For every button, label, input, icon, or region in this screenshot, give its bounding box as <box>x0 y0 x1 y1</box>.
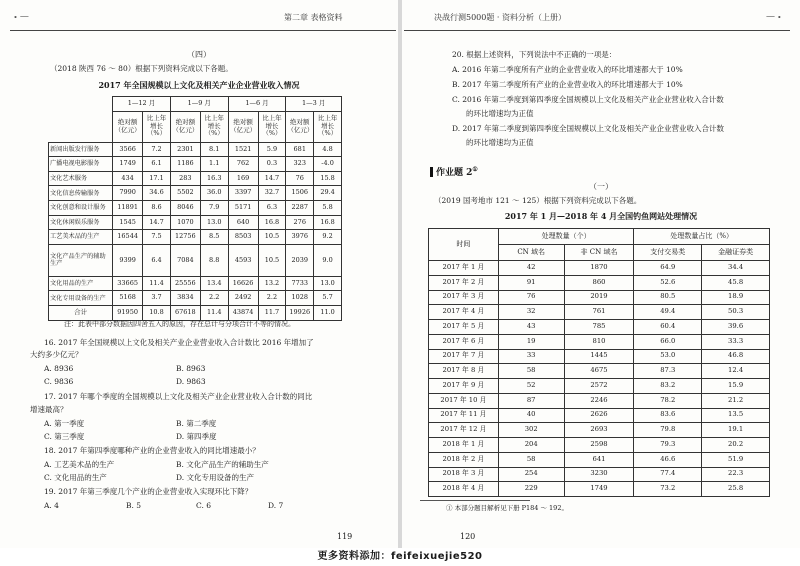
table-cell: 3834 <box>170 291 200 306</box>
question-19: 19. 2017 年第三季度几个产业的企业营业收入实现环比下降？ <box>44 487 253 496</box>
table-cell: 文化休闲娱乐服务 <box>49 215 113 230</box>
table-cell: 2019 <box>564 290 634 305</box>
table-cell: 860 <box>564 275 634 290</box>
table-cell: 1506 <box>286 186 314 201</box>
option: A. 工艺美术品的生产 <box>44 460 115 469</box>
table-cell: 18.9 <box>702 290 770 305</box>
table-cell: 33 <box>498 349 564 364</box>
table-cell: 49.4 <box>634 305 702 320</box>
table-cell: 64.9 <box>634 261 702 276</box>
table-cell: 19926 <box>286 305 314 320</box>
table-cell: 87.3 <box>634 364 702 379</box>
table-cell: 6.3 <box>258 200 286 215</box>
table-cell: 25.8 <box>702 482 770 497</box>
table-cell: 43874 <box>228 305 258 320</box>
col-share: 处理数量占比（%） <box>634 229 770 245</box>
running-head-left: 第二章 表格资料 <box>284 13 343 22</box>
table-cell: 283 <box>170 171 200 186</box>
exercise-heading: 作业题 2① <box>430 166 478 179</box>
table-cell: 3976 <box>286 230 314 245</box>
table-cell: 8046 <box>170 200 200 215</box>
table-cell: 1521 <box>228 142 258 157</box>
table-cell: 7990 <box>113 186 143 201</box>
phishing-table <box>428 228 770 497</box>
col-finance: 金融证券类 <box>702 245 770 261</box>
growth-header: 比上年 增长 （%） <box>143 111 171 142</box>
table-cell: 7733 <box>286 276 314 291</box>
table-cell: 58 <box>498 452 564 467</box>
table-cell: 2018 年 2 月 <box>429 452 499 467</box>
table-cell: 7.9 <box>200 200 228 215</box>
table-cell: 22.3 <box>702 467 770 482</box>
table-cell: 11.0 <box>314 305 342 320</box>
table-cell: 34.6 <box>143 186 171 201</box>
col-time: 时间 <box>429 229 499 261</box>
table-cell: -4.0 <box>314 157 342 172</box>
table-cell: 2018 年 1 月 <box>429 438 499 453</box>
col-count: 处理数量（个） <box>498 229 634 245</box>
table-cell: 13.5 <box>702 408 770 423</box>
table-cell: 681 <box>286 142 314 157</box>
option-cont: 的环比增速均为正值 <box>466 109 534 118</box>
table-cell: 66.0 <box>634 334 702 349</box>
table-cell: 761 <box>564 305 634 320</box>
table-cell: 文化专用设备的生产 <box>49 291 113 306</box>
header-ornament-right: — 🞄 <box>766 12 781 22</box>
book-spine <box>398 0 402 548</box>
table-row <box>49 186 342 201</box>
table-cell: 文化信息传输服务 <box>49 186 113 201</box>
table-cell: 13.4 <box>200 276 228 291</box>
table-cell: 7084 <box>170 244 200 276</box>
table-cell: 16626 <box>228 276 258 291</box>
table-cell: 2.2 <box>200 291 228 306</box>
table-row <box>49 157 342 172</box>
table-cell: 13.0 <box>314 276 342 291</box>
table-cell: 91 <box>498 275 564 290</box>
table-cell: 762 <box>228 157 258 172</box>
option: B. 第二季度 <box>176 419 217 428</box>
table-cell: 2017 年 4 月 <box>429 305 499 320</box>
table-cell: 91950 <box>113 305 143 320</box>
table-cell: 1870 <box>564 261 634 276</box>
table-cell: 76 <box>498 290 564 305</box>
table-cell: 4.8 <box>314 142 342 157</box>
option: B. 5 <box>126 501 142 510</box>
table-cell: 2017 年 5 月 <box>429 320 499 335</box>
page-number-left: 119 <box>337 532 353 541</box>
table-cell: 2492 <box>228 291 258 306</box>
table-cell: 8.5 <box>200 230 228 245</box>
table-cell: 254 <box>498 467 564 482</box>
table-cell: 8.6 <box>143 200 171 215</box>
table-cell: 39.6 <box>702 320 770 335</box>
option: C. 9836 <box>44 377 74 386</box>
table-cell: 51.9 <box>702 452 770 467</box>
question-20: 20. 根据上述资料，下列说法中不正确的一项是： <box>452 50 617 59</box>
abs-header: 绝对额 （亿元） <box>113 111 143 142</box>
period-header: 1—3 月 <box>286 97 342 112</box>
table-cell: 17.1 <box>143 171 171 186</box>
option: A. 4 <box>44 501 59 510</box>
table-cell: 合计 <box>49 305 113 320</box>
table-cell: 79.3 <box>634 438 702 453</box>
table-cell: 79.8 <box>634 423 702 438</box>
option: B. 文化产品生产的辅助生产 <box>176 460 269 469</box>
table-cell: 1.1 <box>200 157 228 172</box>
table-row <box>429 305 770 320</box>
table-cell: 11.7 <box>258 305 286 320</box>
table-cell: 10.5 <box>258 230 286 245</box>
table-cell: 2598 <box>564 438 634 453</box>
table-cell: 323 <box>286 157 314 172</box>
option: B. 8963 <box>176 364 206 373</box>
table-cell: 2572 <box>564 379 634 394</box>
table-cell: 文化创意和设计服务 <box>49 200 113 215</box>
question-18: 18. 2017 年第四季度哪种产业的企业营业收入的同比增速最小？ <box>44 446 260 455</box>
table-title: 2017 年全国规模以上文化及相关产业企业营业收入情况 <box>98 80 300 90</box>
table-cell: 文化用品的生产 <box>49 276 113 291</box>
table-cell: 29.4 <box>314 186 342 201</box>
watermark-footer: 更多资料添加：feifeixuejie520 <box>317 551 483 562</box>
table-cell: 2017 年 8 月 <box>429 364 499 379</box>
table-cell: 2017 年 1 月 <box>429 261 499 276</box>
table-cell: 34.4 <box>702 261 770 276</box>
table-cell: 19 <box>498 334 564 349</box>
table-row <box>429 467 770 482</box>
table-cell: 5168 <box>113 291 143 306</box>
table-cell: 2017 年 12 月 <box>429 423 499 438</box>
table-cell: 文化艺术服务 <box>49 171 113 186</box>
option: D. 文化专用设备的生产 <box>176 473 255 482</box>
footnote: ① 本部分题目解析见下册 P184 ～ 192。 <box>446 504 568 512</box>
table-cell: 16.8 <box>314 215 342 230</box>
table-note: 注：此表中部分数据因四舍五入的原因，存在总计与分项合计不等的情况。 <box>64 320 295 328</box>
table-cell: 60.4 <box>634 320 702 335</box>
growth-header: 比上年 增长 （%） <box>258 111 286 142</box>
table-cell: 87 <box>498 393 564 408</box>
table-cell: 302 <box>498 423 564 438</box>
table-cell: 32 <box>498 305 564 320</box>
table-row <box>49 276 342 291</box>
table-cell: 7.2 <box>143 142 171 157</box>
table-cell: 15.8 <box>314 171 342 186</box>
table-cell: 工艺美术品的生产 <box>49 230 113 245</box>
table-cell: 3397 <box>228 186 258 201</box>
table-cell: 2017 年 9 月 <box>429 379 499 394</box>
table-cell: 2693 <box>564 423 634 438</box>
question-16: 16. 2017 年全国规模以上文化及相关产业企业营业收入合计数比 2016 年增加了 <box>44 338 314 347</box>
abs-header: 绝对额 （亿元） <box>286 111 314 142</box>
table-cell: 46.6 <box>634 452 702 467</box>
table-cell: 文化产品生产的辅助生产 <box>49 244 113 276</box>
table-row <box>49 291 342 306</box>
table-row <box>429 393 770 408</box>
table-cell: 2017 年 3 月 <box>429 290 499 305</box>
table-cell: 52.6 <box>634 275 702 290</box>
table-cell: 2039 <box>286 244 314 276</box>
col-non-cn: 非 CN 域名 <box>564 245 634 261</box>
table-corner <box>49 97 113 143</box>
option: C. 6 <box>196 501 212 510</box>
table-cell: 640 <box>228 215 258 230</box>
option-cont: 的环比增速均为正值 <box>466 138 534 147</box>
table-cell: 2017 年 10 月 <box>429 393 499 408</box>
table-cell: 32.7 <box>258 186 286 201</box>
table-cell: 19.1 <box>702 423 770 438</box>
table-cell: 16544 <box>113 230 143 245</box>
table-cell: 58 <box>498 364 564 379</box>
col-payment: 支付交易类 <box>634 245 702 261</box>
table-cell: 33.3 <box>702 334 770 349</box>
table-cell: 2018 年 3 月 <box>429 467 499 482</box>
period-header: 1—9 月 <box>170 97 228 112</box>
option: D. 第四季度 <box>176 432 217 441</box>
table-cell: 14.7 <box>258 171 286 186</box>
table-row <box>429 452 770 467</box>
table-cell: 83.2 <box>634 379 702 394</box>
revenue-table <box>48 96 342 321</box>
period-header: 1—6 月 <box>228 97 286 112</box>
table-cell: 80.5 <box>634 290 702 305</box>
footnote-rule <box>420 500 530 501</box>
table-cell: 5.7 <box>314 291 342 306</box>
table-cell: 2287 <box>286 200 314 215</box>
table-cell: 16.8 <box>258 215 286 230</box>
table-cell: 9.2 <box>314 230 342 245</box>
table-cell: 42 <box>498 261 564 276</box>
option: D. 9863 <box>176 377 206 386</box>
table-cell: 11891 <box>113 200 143 215</box>
table-cell: 16.3 <box>200 171 228 186</box>
growth-header: 比上年 增长 （%） <box>200 111 228 142</box>
table-cell: 83.6 <box>634 408 702 423</box>
table-cell: 40 <box>498 408 564 423</box>
table-cell: 46.8 <box>702 349 770 364</box>
table-cell: 11.4 <box>143 276 171 291</box>
table-row <box>429 423 770 438</box>
table-cell: 43 <box>498 320 564 335</box>
question-16-cont: 大约多少亿元？ <box>30 350 83 359</box>
table-cell: 2017 年 2 月 <box>429 275 499 290</box>
table-cell: 11.4 <box>200 305 228 320</box>
table-cell: 3566 <box>113 142 143 157</box>
table-cell: 10.8 <box>143 305 171 320</box>
table-cell: 8.1 <box>200 142 228 157</box>
table-row <box>49 200 342 215</box>
table-cell: 1749 <box>564 482 634 497</box>
table-row <box>49 142 342 157</box>
table-cell: 2.2 <box>258 291 286 306</box>
intro-text: （2018 陕西 76 ～ 80）根据下列资料完成以下各题。 <box>50 64 233 73</box>
table-cell: 169 <box>228 171 258 186</box>
option: C. 文化用品的生产 <box>44 473 107 482</box>
table-cell: 13.0 <box>200 215 228 230</box>
option: B. 2017 年第二季度所有产业的企业营业收入的环比增速都大于 10% <box>452 80 683 89</box>
table-row <box>429 482 770 497</box>
table-cell: 13.2 <box>258 276 286 291</box>
table-cell: 785 <box>564 320 634 335</box>
table-cell: 5.9 <box>258 142 286 157</box>
table-row <box>49 171 342 186</box>
table-cell: 76 <box>286 171 314 186</box>
table-cell: 2018 年 4 月 <box>429 482 499 497</box>
col-cn: CN 域名 <box>498 245 564 261</box>
table-total-row <box>49 305 342 320</box>
table-cell: 6.1 <box>143 157 171 172</box>
table-cell: 36.0 <box>200 186 228 201</box>
table-cell: 广播电视电影服务 <box>49 157 113 172</box>
table-cell: 12756 <box>170 230 200 245</box>
table-cell: 9.0 <box>314 244 342 276</box>
table-row <box>429 349 770 364</box>
table-cell: 4675 <box>564 364 634 379</box>
table-cell: 204 <box>498 438 564 453</box>
table-cell: 14.7 <box>143 215 171 230</box>
table-cell: 3.7 <box>143 291 171 306</box>
table-cell: 77.4 <box>634 467 702 482</box>
table-cell: 1749 <box>113 157 143 172</box>
table-cell: 2246 <box>564 393 634 408</box>
section-heading: （一） <box>589 182 613 191</box>
table-row <box>429 275 770 290</box>
growth-header: 比上年 增长 （%） <box>314 111 342 142</box>
intro-text: （2019 国考地市 121 ～ 125）根据下列资料完成以下各题。 <box>434 196 642 205</box>
table-cell: 0.3 <box>258 157 286 172</box>
table-cell: 9399 <box>113 244 143 276</box>
table-cell: 21.2 <box>702 393 770 408</box>
table-cell: 33665 <box>113 276 143 291</box>
table-cell: 2017 年 7 月 <box>429 349 499 364</box>
table-row <box>429 408 770 423</box>
table-cell: 6.4 <box>143 244 171 276</box>
table-cell: 20.2 <box>702 438 770 453</box>
table-cell: 5.8 <box>314 200 342 215</box>
table-row <box>429 290 770 305</box>
table-cell: 5502 <box>170 186 200 201</box>
table-cell: 50.3 <box>702 305 770 320</box>
table-cell: 12.4 <box>702 364 770 379</box>
table-cell: 45.8 <box>702 275 770 290</box>
table-row <box>429 320 770 335</box>
table-cell: 1445 <box>564 349 634 364</box>
table-cell: 2301 <box>170 142 200 157</box>
table-cell: 2017 年 11 月 <box>429 408 499 423</box>
running-head-right: 决战行测5000题 · 资料分析（上册） <box>434 13 566 22</box>
table-cell: 7.5 <box>143 230 171 245</box>
table-cell: 8503 <box>228 230 258 245</box>
table-title: 2017 年 1 月—2018 年 4 月全国钓鱼网站处理情况 <box>504 211 698 221</box>
table-row <box>49 215 342 230</box>
table-cell: 276 <box>286 215 314 230</box>
table-cell: 1545 <box>113 215 143 230</box>
header-rule-right <box>404 30 790 31</box>
table-row <box>429 364 770 379</box>
option: A. 2016 年第二季度所有产业的企业营业收入的环比增速都大于 10% <box>452 65 683 74</box>
table-row <box>49 244 342 276</box>
abs-header: 绝对额 （亿元） <box>228 111 258 142</box>
table-cell: 10.5 <box>258 244 286 276</box>
table-cell: 434 <box>113 171 143 186</box>
table-cell: 53.0 <box>634 349 702 364</box>
table-cell: 25556 <box>170 276 200 291</box>
abs-header: 绝对额 （亿元） <box>170 111 200 142</box>
table-cell: 52 <box>498 379 564 394</box>
table-cell: 78.2 <box>634 393 702 408</box>
section-heading: （四） <box>187 50 211 59</box>
period-header: 1—12 月 <box>113 97 171 112</box>
table-row <box>429 261 770 276</box>
option: A. 第一季度 <box>44 419 85 428</box>
header-rule-left <box>10 30 396 31</box>
heading-bar-icon <box>430 167 433 177</box>
table-row <box>49 230 342 245</box>
option: C. 2016 年第二季度到第四季度全国规模以上文化及相关产业企业营业收入合计数 <box>452 95 724 104</box>
table-cell: 1070 <box>170 215 200 230</box>
table-cell: 67618 <box>170 305 200 320</box>
page-number-right: 120 <box>460 532 476 541</box>
table-cell: 1186 <box>170 157 200 172</box>
table-cell: 641 <box>564 452 634 467</box>
question-17-cont: 增速最高？ <box>30 405 68 414</box>
table-cell: 2017 年 6 月 <box>429 334 499 349</box>
table-cell: 4593 <box>228 244 258 276</box>
table-cell: 229 <box>498 482 564 497</box>
table-cell: 1028 <box>286 291 314 306</box>
table-cell: 8.8 <box>200 244 228 276</box>
table-row <box>429 379 770 394</box>
header-ornament-left: 🞄 — <box>14 12 29 22</box>
question-17: 17. 2017 年哪个季度的全国规模以上文化及相关产业企业营业收入合计数的同比 <box>44 392 313 401</box>
table-cell: 73.2 <box>634 482 702 497</box>
table-row <box>429 334 770 349</box>
table-cell: 5171 <box>228 200 258 215</box>
option: C. 第三季度 <box>44 432 85 441</box>
option: A. 8936 <box>44 364 74 373</box>
option: D. 2017 年第二季度到第四季度全国规模以上文化及相关产业企业营业收入合计数 <box>452 124 724 133</box>
option: D. 7 <box>268 501 284 510</box>
table-cell: 810 <box>564 334 634 349</box>
table-cell: 3230 <box>564 467 634 482</box>
table-cell: 新闻出版发行服务 <box>49 142 113 157</box>
table-cell: 2626 <box>564 408 634 423</box>
table-row <box>429 438 770 453</box>
table-cell: 15.9 <box>702 379 770 394</box>
